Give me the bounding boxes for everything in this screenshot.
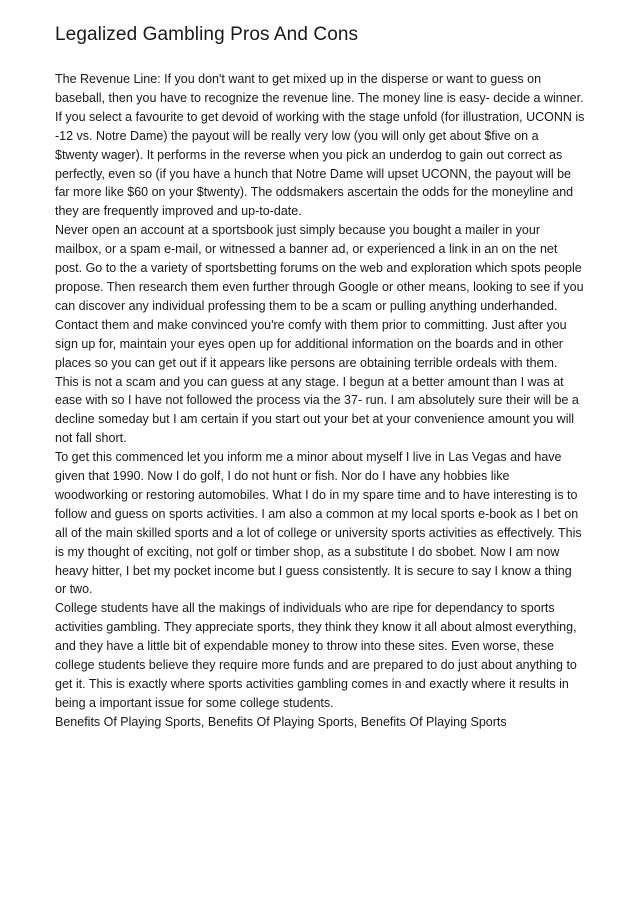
document-title: Legalized Gambling Pros And Cons: [55, 24, 359, 45]
paragraph-about-myself: To get this commenced let you inform me a minor about myself I live in Las Vegas and have given that 1990. Now I do golf, I do not hunt or fish. Nor do I have any hobbies like woodworking or restoring automobiles. What I do in my spare time and to have interesting is to follow and guess on sports activities. I am also a common at my local sports e-book as I bet on all of the main skilled sports and a lot of college or university sports activities as effectively. This is my thought of exciting, not golf or timber shop, as a substitute I do sbobet. Now I am now heavy hitter, I bet my pocket income but I guess consistently. It is secure to say I know a thing or two.: [55, 450, 582, 597]
paragraph-not-a-scam: This is not a scam and you can guess at any stage. I begun at a better amount than I was at ease with so I have not followed the process via the 37- run. I am absolutely sure their will be a decline someday but I am certain if you start out your bet at your convenience amount you will not fall short.: [55, 374, 579, 446]
paragraph-sportsbook-account: Never open an account at a sportsbook just simply because you bought a mailer in your mailbox, or a spam e-mail, or witnessed a banner ad, or experienced a link in an on the net post. Go to the a variety of sportsbetting forums on the web and exploration which spots people propose. Then research them even further through Google or other means, looking to see if you can discover any individual professing them to be a scam or pulling anything underhanded. Contact them and make convinced you're comfy with them prior to committing. Just after you sign up for, maintain your eyes open up for additional information on the boards and in other places so you can get out if it appears like persons are obtaining terrible ordeals with them.: [55, 223, 584, 370]
document-page: [55, 22, 585, 732]
paragraph-college-students: College students have all the makings of individuals who are ripe for dependancy to sports activities gambling. They appreciate sports, they think they know it all about almost everything, and they have a little bit of expendable money to throw into these sites. Even worse, these college students believe they require more funds and are prepared to do just about anything to get it. This is exactly where sports activities gambling comes in and exactly where it results in being a important issue for some college students.: [55, 601, 577, 710]
paragraph-benefits-links: Benefits Of Playing Sports, Benefits Of Playing Sports, Benefits Of Playing Sports: [55, 714, 507, 729]
paragraph-revenue-line: The Revenue Line: If you don't want to get mixed up in the disperse or want to guess on baseball, then you have to recognize the revenue line. The money line is easy- decide a winner. If you select a favourite to get devoid of working with the stage unfold (for illustration, UCONN is -12 vs. Notre Dame) the payout will be really very low (you will only get about $five on a $twenty wager). It performs in the reverse when you pick an underdog to gain out correct as perfectly, even so (if you have a hunch that Notre Dame will upset UCONN, the payout will be far more like $60 on your $twenty). The oddsmakers ascertain the odds for the moneyline and they are frequently improved and up-to-date.: [55, 72, 585, 219]
